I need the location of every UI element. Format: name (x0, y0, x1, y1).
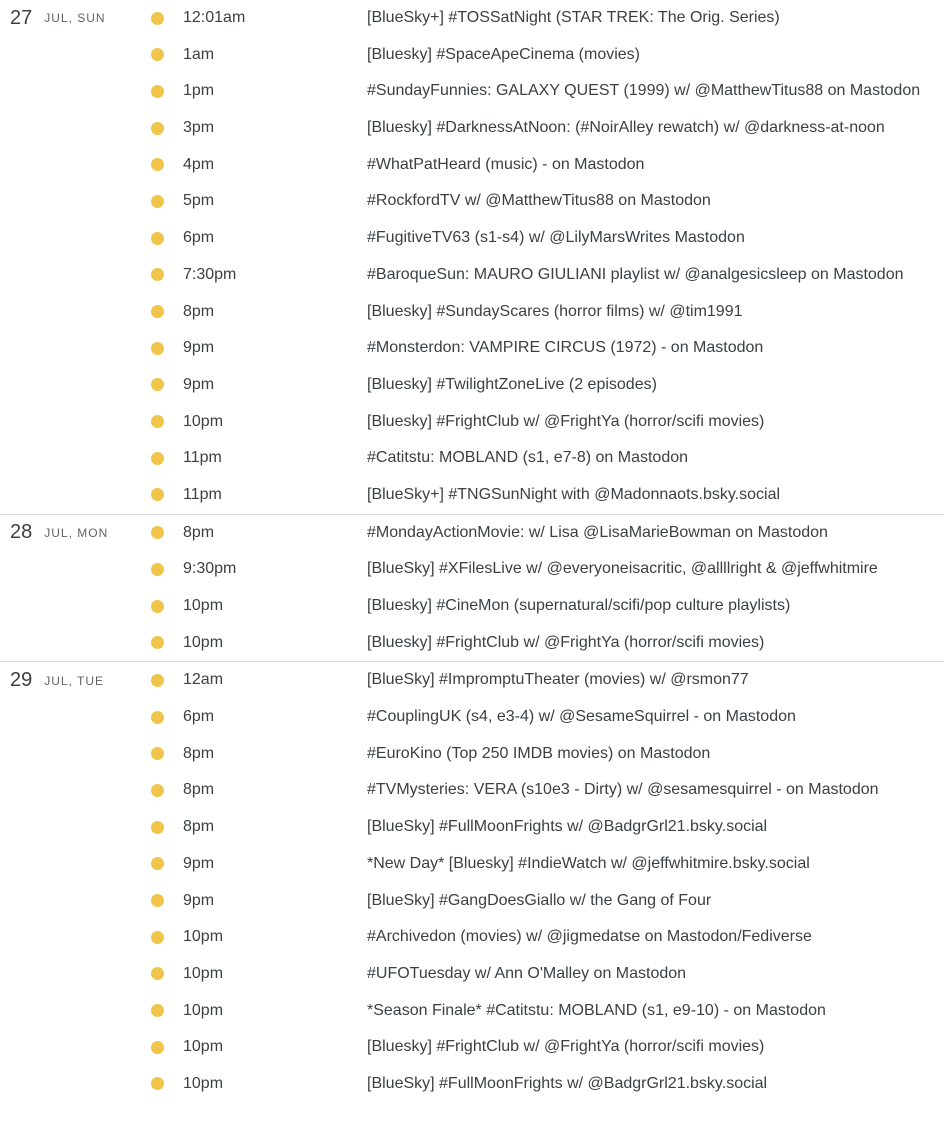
agenda-event[interactable] (0, 551, 944, 588)
event-time: 10pm (183, 633, 224, 651)
event-title: #EuroKino (Top 250 IMDB movies) on Mastodon (367, 744, 711, 762)
event-color-dot-icon (151, 526, 164, 539)
agenda-event[interactable] (0, 330, 944, 367)
event-title: #BaroqueSun: MAURO GIULIANI playlist w/ @analgesicsleep on Mastodon (367, 265, 904, 283)
event-time: 9pm (183, 339, 215, 357)
agenda-event[interactable] (0, 588, 944, 625)
event-time: 8pm (183, 818, 215, 836)
event-title: #Monsterdon: VAMPIRE CIRCUS (1972) - on Mastodon (367, 339, 764, 357)
event-color-dot-icon (151, 342, 164, 355)
event-color-dot-icon (151, 415, 164, 428)
event-time: 12:01am (183, 9, 246, 26)
event-time: 10pm (183, 597, 224, 614)
event-time: 8pm (183, 781, 215, 799)
agenda-event[interactable] (0, 1029, 944, 1066)
day-number[interactable]: 28 (10, 521, 33, 544)
day-month-weekday: JUL, TUE (44, 673, 105, 688)
day-month-weekday: JUL, MON (44, 525, 109, 540)
event-title: [Bluesky] #TwilightZoneLive (2 episodes) (367, 375, 657, 393)
day-number[interactable]: 29 (10, 669, 33, 692)
event-time: 9pm (183, 891, 215, 909)
event-title: [BlueSky] #FullMoonFrights w/ @BadgrGrl21.bsky.social (367, 1074, 768, 1092)
agenda-event[interactable] (0, 809, 944, 846)
event-color-dot-icon (151, 674, 164, 687)
event-title: [BlueSky] #GangDoesGiallo w/ the Gang of Four (367, 891, 712, 909)
event-color-dot-icon (151, 636, 164, 649)
event-title: [BlueSky] #XFilesLive w/ @everyoneisacritic, @allllright & @jeffwhitmire (367, 560, 878, 578)
event-title: [Bluesky] #SundayScares (horror films) w/ @tim1991 (367, 302, 743, 320)
event-color-dot-icon (151, 1041, 164, 1054)
agenda-event[interactable] (0, 883, 944, 920)
event-time: 10pm (183, 1001, 224, 1019)
event-time: 10pm (183, 1074, 224, 1092)
agenda-day (0, 0, 944, 515)
event-time: 10pm (183, 964, 224, 982)
event-title: #MondayActionMovie: w/ Lisa @LisaMarieBowman on Mastodon (367, 523, 828, 541)
event-time: 10pm (183, 412, 224, 430)
event-title: #SundayFunnies: GALAXY QUEST (1999) w/ @MatthewTitus88 on Mastodon (367, 82, 921, 100)
event-time: 12am (183, 671, 224, 689)
event-color-dot-icon (151, 305, 164, 318)
event-time: 9pm (183, 854, 215, 872)
agenda-event[interactable] (0, 183, 944, 220)
day-month-weekday: JUL, SUN (44, 11, 106, 26)
event-color-dot-icon (151, 488, 164, 501)
event-title: #CouplingUK (s4, e3-4) w/ @SesameSquirrel - on Mastodon (367, 708, 796, 726)
agenda-event[interactable] (0, 0, 944, 37)
event-title: #FugitiveTV63 (s1-s4) w/ @LilyMarsWrites Mastodon (367, 229, 745, 247)
agenda-event[interactable] (0, 404, 944, 441)
event-color-dot-icon (151, 711, 164, 724)
event-title: [BlueSky+] #TOSSatNight (STAR TREK: The Orig. Series) (367, 9, 780, 26)
event-color-dot-icon (151, 563, 164, 576)
event-color-dot-icon (151, 158, 164, 171)
event-time: 8pm (183, 744, 215, 762)
agenda-day (0, 515, 944, 663)
event-title: #TVMysteries: VERA (s10e3 - Dirty) w/ @sesamesquirrel - on Mastodon (367, 781, 879, 799)
event-title: *New Day* [Bluesky] #IndieWatch w/ @jeffwhitmire.bsky.social (367, 854, 810, 872)
agenda-event[interactable] (0, 993, 944, 1030)
event-time: 6pm (183, 708, 215, 726)
agenda-event[interactable] (0, 736, 944, 773)
event-time: 1am (183, 45, 215, 63)
event-title: #Catitstu: MOBLAND (s1, e7-8) on Mastodon (367, 449, 689, 467)
event-title: #Archivedon (movies) w/ @jigmedatse on Mastodon/Fediverse (367, 928, 812, 946)
event-title: [Bluesky] #FrightClub w/ @FrightYa (horror/scifi movies) (367, 412, 765, 430)
event-title: [Bluesky] #FrightClub w/ @FrightYa (horror/scifi movies) (367, 633, 765, 651)
event-color-dot-icon (151, 195, 164, 208)
agenda-event[interactable] (0, 515, 944, 552)
event-color-dot-icon (151, 12, 164, 25)
event-title: [Bluesky] #SpaceApeCinema (movies) (367, 45, 641, 63)
event-time: 11pm (183, 449, 222, 467)
agenda-event[interactable] (0, 294, 944, 331)
event-color-dot-icon (151, 931, 164, 944)
agenda-event[interactable] (0, 220, 944, 257)
agenda-event[interactable] (0, 662, 944, 699)
agenda-event[interactable] (0, 919, 944, 956)
event-color-dot-icon (151, 232, 164, 245)
event-color-dot-icon (151, 894, 164, 907)
event-color-dot-icon (151, 85, 164, 98)
event-time: 8pm (183, 302, 215, 320)
event-color-dot-icon (151, 378, 164, 391)
event-color-dot-icon (151, 784, 164, 797)
event-color-dot-icon (151, 600, 164, 613)
event-time: 10pm (183, 1038, 224, 1056)
agenda-event[interactable] (0, 772, 944, 809)
event-time: 9pm (183, 375, 215, 393)
agenda-event[interactable] (0, 846, 944, 883)
agenda-event[interactable] (0, 110, 944, 147)
event-time: 10pm (183, 928, 224, 946)
event-time: 6pm (183, 229, 215, 247)
event-title: [Bluesky] #FrightClub w/ @FrightYa (horror/scifi movies) (367, 1038, 765, 1056)
event-title: [Bluesky] #CineMon (supernatural/scifi/pop culture playlists) (367, 597, 791, 614)
event-color-dot-icon (151, 857, 164, 870)
event-time: 11pm (183, 485, 222, 503)
event-time: 1pm (183, 82, 215, 100)
agenda-event[interactable] (0, 73, 944, 110)
event-color-dot-icon (151, 1004, 164, 1017)
event-title: #RockfordTV w/ @MatthewTitus88 on Mastodon (367, 192, 711, 210)
event-title: [BlueSky] #FullMoonFrights w/ @BadgrGrl21.bsky.social (367, 818, 768, 836)
agenda-event[interactable] (0, 625, 944, 662)
agenda-event[interactable] (0, 147, 944, 184)
event-color-dot-icon (151, 48, 164, 61)
event-time: 8pm (183, 523, 215, 541)
agenda-event[interactable] (0, 477, 944, 514)
event-color-dot-icon (151, 967, 164, 980)
event-title: #UFOTuesday w/ Ann O'Malley on Mastodon (367, 964, 687, 982)
agenda-event[interactable] (0, 440, 944, 477)
event-time: 4pm (183, 155, 215, 173)
event-color-dot-icon (151, 747, 164, 760)
event-title: [BlueSky] #ImpromptuTheater (movies) w/ @rsmon77 (367, 671, 749, 689)
event-time: 7:30pm (183, 265, 237, 283)
event-color-dot-icon (151, 821, 164, 834)
event-time: 5pm (183, 192, 215, 210)
agenda-event[interactable] (0, 699, 944, 736)
agenda-event[interactable] (0, 1066, 944, 1103)
day-number[interactable]: 27 (10, 6, 33, 29)
event-color-dot-icon (151, 452, 164, 465)
event-title: [Bluesky] #DarknessAtNoon: (#NoirAlley rewatch) w/ @darkness-at-noon (367, 119, 885, 137)
agenda-event[interactable] (0, 367, 944, 404)
event-color-dot-icon (151, 268, 164, 281)
event-time: 9:30pm (183, 560, 237, 578)
event-title: #WhatPatHeard (music) - on Mastodon (367, 155, 645, 173)
agenda-day (0, 662, 944, 1102)
agenda-event[interactable] (0, 37, 944, 74)
event-color-dot-icon (151, 122, 164, 135)
agenda-event[interactable] (0, 257, 944, 294)
event-time: 3pm (183, 119, 215, 137)
event-title: [BlueSky+] #TNGSunNight with @Madonnaots.bsky.social (367, 485, 781, 503)
event-color-dot-icon (151, 1077, 164, 1090)
agenda-event[interactable] (0, 956, 944, 993)
event-title: *Season Finale* #Catitstu: MOBLAND (s1, e9-10) - on Mastodon (367, 1001, 826, 1019)
